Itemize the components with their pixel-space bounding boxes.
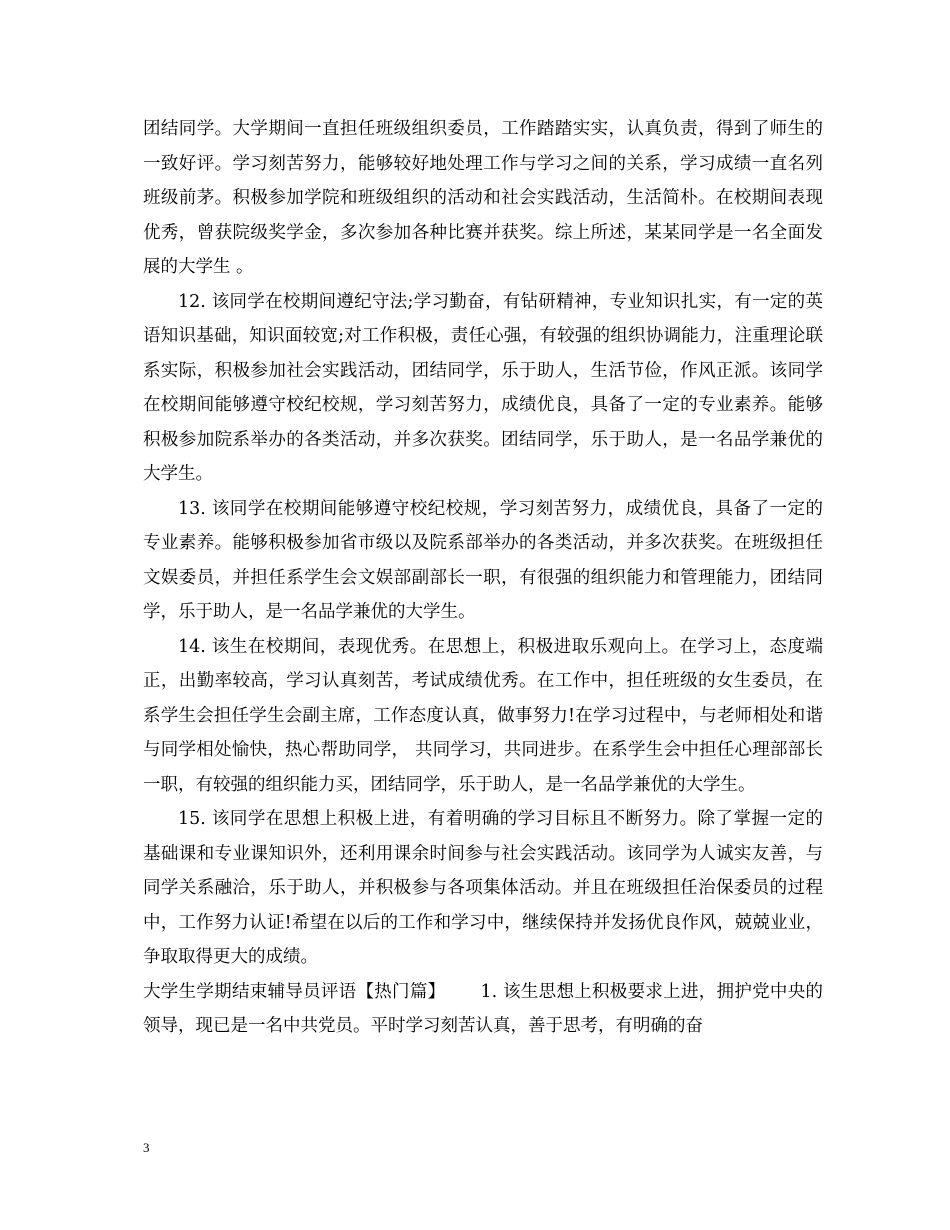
document-body: [143, 112, 823, 1044]
paragraph-item-15: 15. 该同学在思想上积极上进，有着明确的学习目标且不断努力。除了掌握一定的基础课和专业课知识外，还利用课余时间参与社会实践活动。该同学为人诚实友善，与同学关系融洽，乐于助人，并积极参与各项集体活动。并且在班级担任治保委员的过程中，工作努力认证!希望在以后的工作和学习中，继续保持并发扬优良作风，兢兢业业，争取取得更大的成绩。: [143, 809, 823, 967]
paragraph-item-14: 14. 该生在校期间，表现优秀。在思想上，积极进取乐观向上。在学习上，态度端正，出勤率较高，学习认真刻苦，考试成绩优秀。在工作中，担任班级的女生委员，在系学生会担任学生会副主席，工作态度认真，做事努力!在学习过程中，与老师相处和谐与同学相处愉快，热心帮助同学， 共同学习，共同进步。在系学生会中担任心理部部长一职，有较强的组织能力买，团结同学，乐于助人，是一名品学兼优的大学生。: [143, 636, 823, 795]
paragraph-item-12: 12. 该同学在校期间遵纪守法;学习勤奋，有钻研精神，专业知识扎实，有一定的英语知识基础，知识面较宽;对工作积极，责任心强，有较强的组织协调能力，注重理论联系实际，积极参加社会实践活动，团结同学，乐于助人，生活节俭，作风正派。该同学在校期间能够遵守校纪校规，学习刻苦努力，成绩优良，具备了一定的专业素养。能够积极参加院系举办的各类活动，并多次获奖。团结同学，乐于助人，是一名品学兼优的大学生。: [143, 291, 823, 484]
paragraph-item-13: 13. 该同学在校期间能够遵守校纪校规，学习刻苦努力，成绩优良，具备了一定的专业素养。能够积极参加省市级以及院系部举办的各类活动，并多次获奖。在班级担任文娱委员，并担任系学生会文娱部副部长一职，有很强的组织能力和管理能力，团结同学，乐于助人，是一名品学兼优的大学生。: [143, 498, 823, 622]
page-number: 3: [143, 1140, 150, 1155]
paragraph-continuation: 团结同学。大学期间一直担任班级组织委员，工作踏踏实实，认真负责，得到了师生的一致好评。学习刻苦努力，能够较好地处理工作与学习之间的关系，学习成绩一直名列班级前茅。积极参加学院和班级组织的活动和社会实践活动，生活简朴。在校期间表现优秀，曾获院级奖学金，多次参加各种比赛并获奖。综上所述，某某同学是一名全面发展的大学生 。: [143, 119, 823, 277]
section-heading-paragraph: 大学生学期结束辅导员评语【热门篇】 1. 该生思想上积极要求上进，拥护党中央的领导，现已是一名中共党员。平时学习刻苦认真，善于思考，有明确的奋: [143, 981, 823, 1036]
